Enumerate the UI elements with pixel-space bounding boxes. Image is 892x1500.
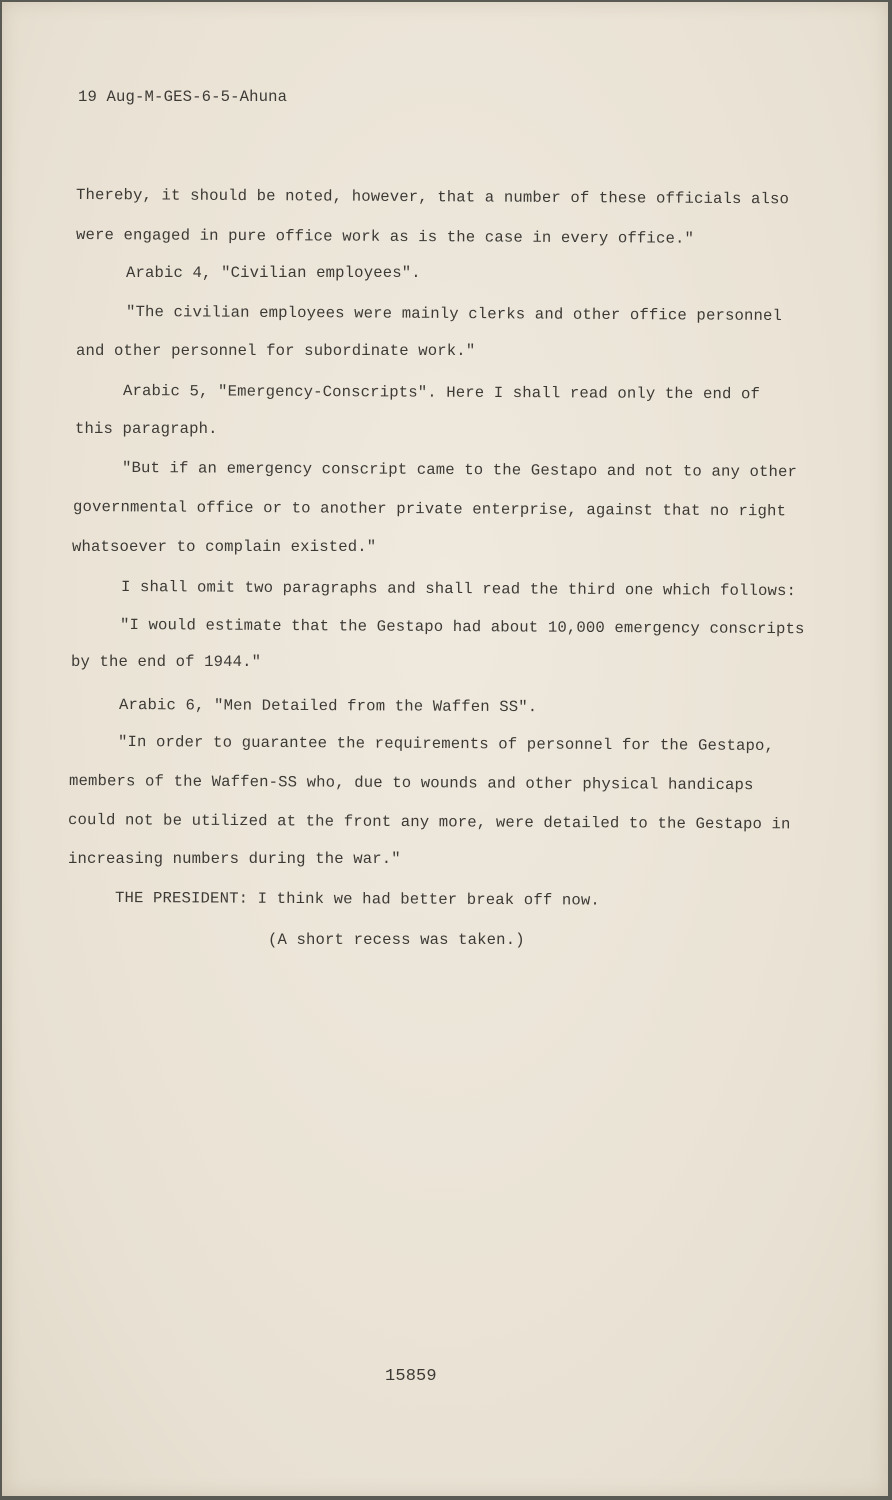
text-line: and other personnel for subordinate work." xyxy=(76,342,476,360)
text-line: "The civilian employees were mainly clerks and other office personnel xyxy=(125,303,783,326)
text-line: by the end of 1944." xyxy=(71,653,262,671)
text-line: "In order to guarantee the requirements of personnel for the Gestapo, xyxy=(117,733,775,756)
document-reference: 19 Aug-M-GES-6-5-Ahuna xyxy=(78,88,288,106)
text-line: Arabic 5, "Emergency-Conscripts". Here I shall read only the end of xyxy=(122,382,761,404)
text-line: this paragraph. xyxy=(75,420,218,438)
text-line: "I would estimate that the Gestapo had about 10,000 emergency conscripts xyxy=(119,616,805,639)
text-line: "But if an emergency conscript came to the Gestapo and not to any other xyxy=(121,459,798,482)
text-line: Arabic 6, "Men Detailed from the Waffen SS". xyxy=(118,696,538,717)
text-line: increasing numbers during the war." xyxy=(68,850,401,868)
text-line: were engaged in pure office work as is the case in every office." xyxy=(75,226,695,248)
text-line: I shall omit two paragraphs and shall read the third one which follows: xyxy=(120,578,797,601)
page-number: 15859 xyxy=(385,1367,437,1386)
text-line: governmental office or to another private enterprise, against that no right xyxy=(72,498,787,521)
text-line: could not be utilized at the front any more, were detailed to the Gestapo in xyxy=(67,811,791,834)
speaker-line: THE PRESIDENT: I think we had better break off now. xyxy=(114,889,600,910)
text-line: Thereby, it should be noted, however, that a number of these officials also xyxy=(75,186,790,209)
text-line: Arabic 4, "Civilian employees". xyxy=(126,264,421,282)
document-page xyxy=(2,2,888,1496)
text-line: members of the Waffen-SS who, due to wounds and other physical handicaps xyxy=(68,772,754,795)
text-line: whatsoever to complain existed." xyxy=(72,538,377,556)
stage-direction: (A short recess was taken.) xyxy=(268,931,525,949)
